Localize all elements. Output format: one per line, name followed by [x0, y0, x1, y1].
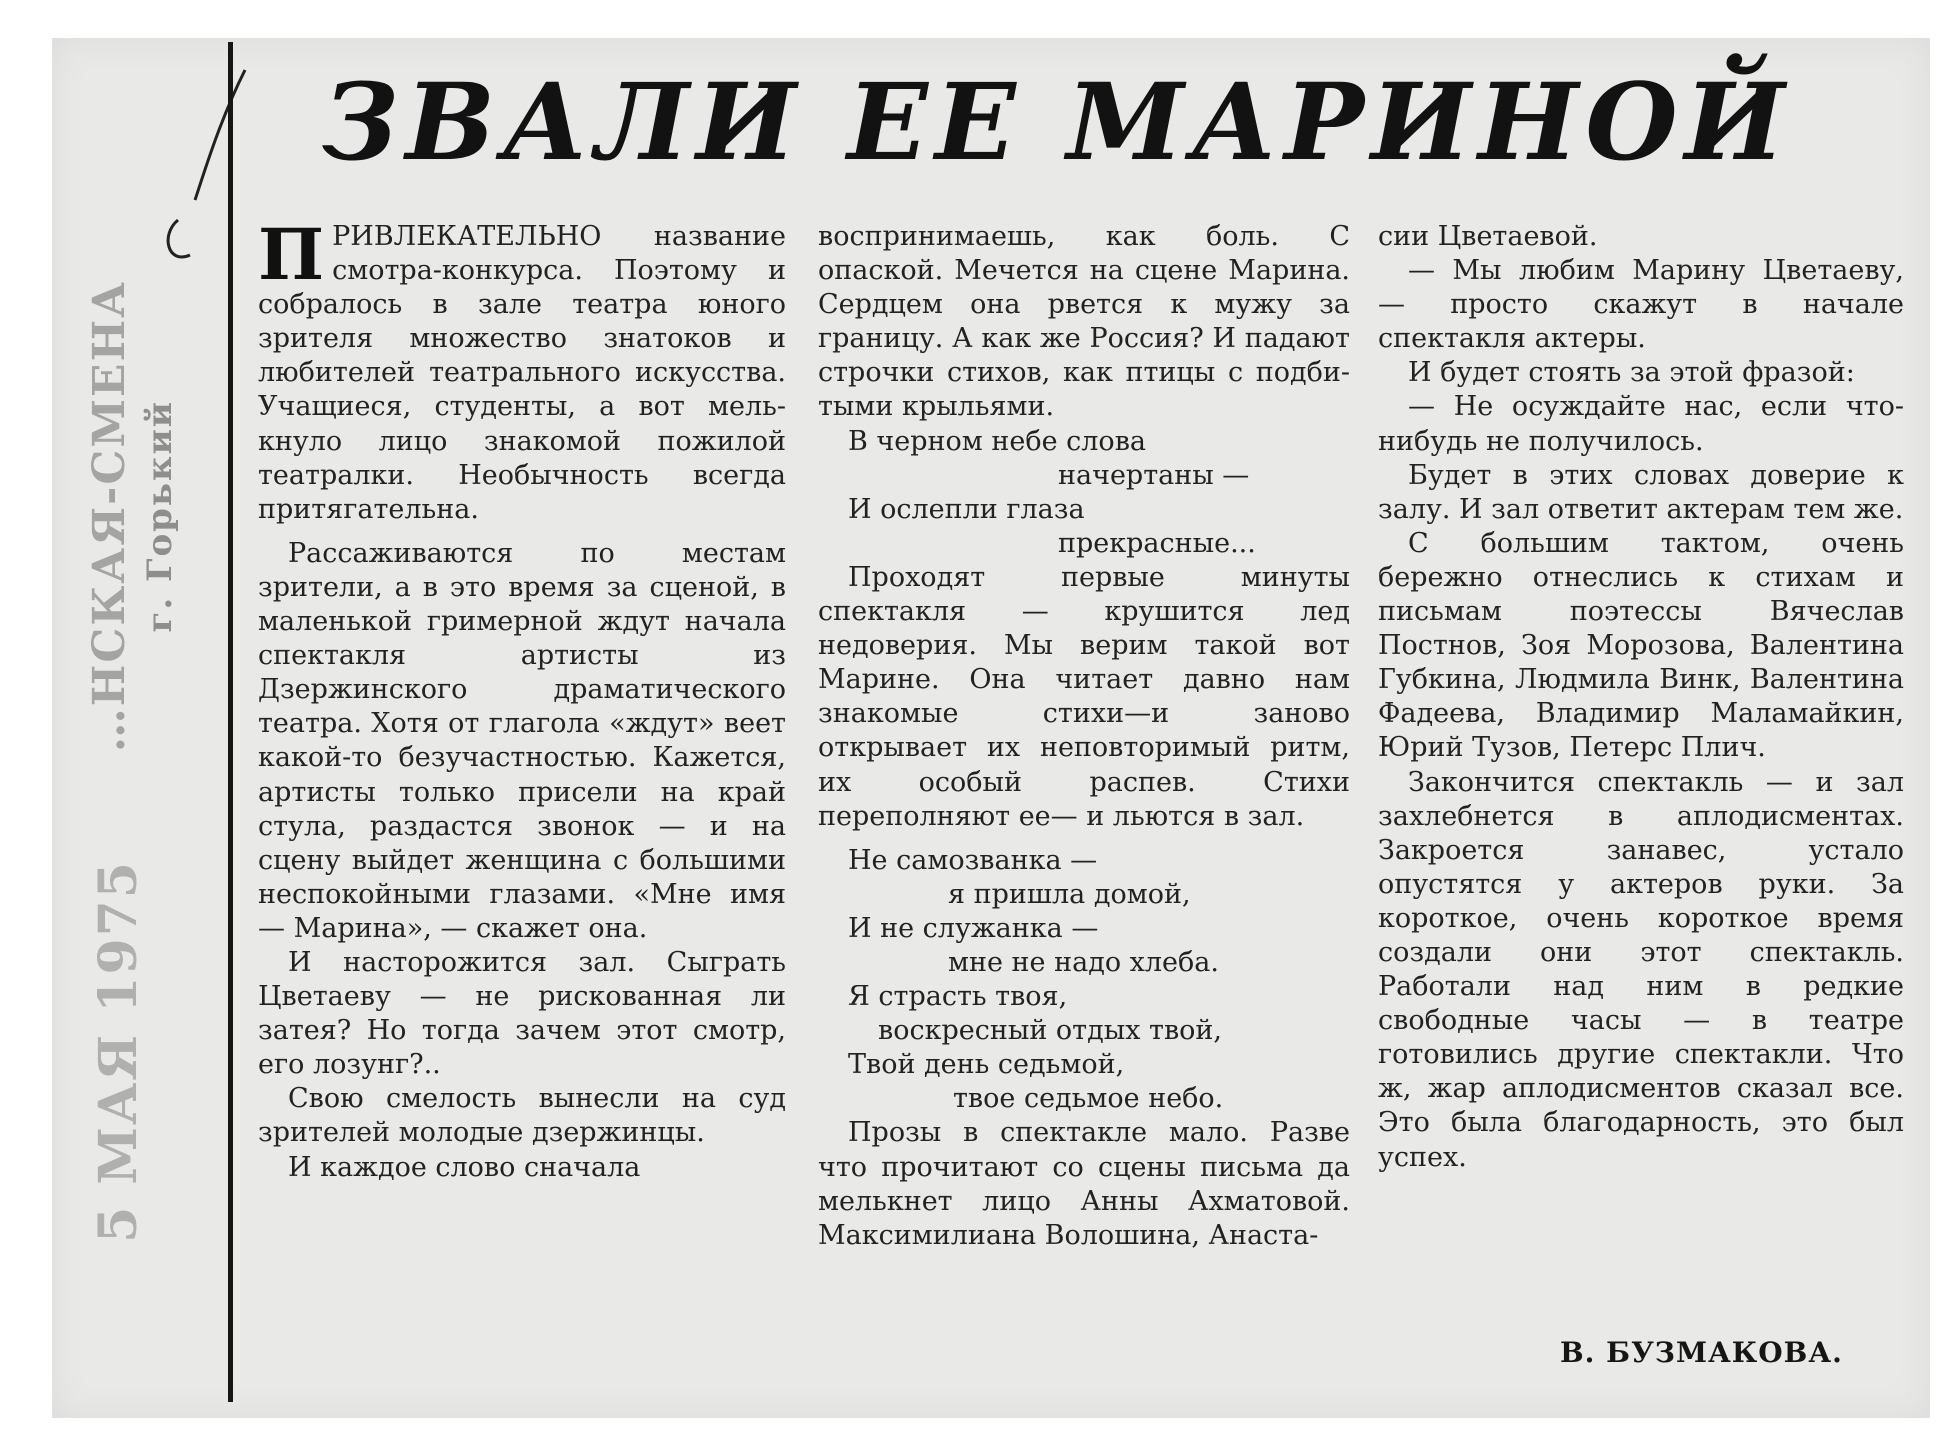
- paragraph: воспринимаешь, как боль. С опаской. Мечется на сцене Марина. Сердцем она рвется к мужу за границу. А как же Россия? И падают строчки стихов, как птицы с подбитыми крыльями.: [818, 221, 1350, 423]
- paragraph: И будет стоять за этой фразой:: [1408, 357, 1855, 389]
- verse-line: начертаны —: [1058, 459, 1250, 491]
- verse-line: Не самозванка —: [848, 844, 1098, 876]
- paragraph: Рассаживаются по местам зрители, а в это время за сценой, в маленькой гримерной ждут начала спектакля артисты из Дзержинского драматического театра. Хотя от глагола «ждут» веет какой-то безучастностью. Кажется, артисты только присели на край стула, раздастся звонок — и на сцену выйдет женщина с большими неспокойными глазами. «Мне имя — Марина», — скажет она.: [258, 537, 786, 944]
- verse-line: прекрасные...: [1058, 527, 1256, 559]
- verse-line: я пришла домой,: [948, 878, 1191, 910]
- paragraph: Будет в этих словах доверие к залу. И зал ответит актерам тем же.: [1378, 459, 1904, 525]
- verse-line: Твой день седьмой,: [848, 1049, 1125, 1081]
- paragraph: сии Цветаевой.: [1378, 221, 1598, 252]
- paragraph: И насторожится зал. Сыграть Цветаеву — не рискованная ли затея? Но тогда зачем этот смотр, его лозунг?..: [258, 946, 786, 1081]
- verse-line: воскресный отдых твой,: [878, 1015, 1222, 1047]
- paragraph: И каждое слово сначала: [288, 1151, 641, 1183]
- article-column-2: [818, 220, 1350, 1253]
- paragraph: Прозы в спектакле мало. Разве что прочитают со сцены письма да мелькнет лицо Анны Ахматовой. Максимилиана Волошина, Анаста-: [818, 1117, 1350, 1251]
- drop-cap: П: [258, 213, 325, 296]
- paragraph-text: РИВЛЕКАТЕЛЬНО название смотра-конкурса. Поэтому и собралось в зале театра юного зрителя множество знатоков и любителей театрального искусства. Учащиеся, студенты, а вот мелькнуло лицо знакомой пожилой театралки. Необычность всегда притягательна.: [258, 221, 786, 525]
- verse-line: И ослепли глаза: [848, 493, 1085, 525]
- paragraph: — Мы любим Марину Цветаеву, — просто скажут в начале спектакля актеры.: [1378, 255, 1904, 355]
- article-column-3: [1378, 220, 1904, 1175]
- paragraph: — Не осуждайте нас, если что-нибудь не получилось.: [1378, 391, 1904, 457]
- verse-line: И не служанка —: [848, 912, 1099, 944]
- verse-line: твое седьмое небо.: [953, 1083, 1224, 1115]
- verse-line: мне не надо хлеба.: [948, 946, 1219, 978]
- paragraph: Свою смелость вынесли на суд зрителей молодые дзержинцы.: [258, 1083, 786, 1149]
- author-signature: В. БУЗМАКОВА.: [1560, 1336, 1843, 1369]
- column-rule: [228, 42, 233, 1402]
- verse-line: Я страсть твоя,: [848, 981, 1068, 1013]
- paragraph: С большим тактом, очень бережно отнеслись к стихам и письмам поэтессы Вячеслав Постнов, Зоя Морозова, Валентина Губкина, Людмила Винк, Валентина Фадеева, Владимир Маламайкин, Юрий Тузов, Петерс Плич.: [1378, 527, 1904, 764]
- paragraph: Закончится спектакль — и зал захлебнется в аплодисментах. Закроется занавес, устало опустятся у актеров руки. За короткое, очень короткое время создали они этот спектакль. Работали над ним в редкие свободные часы — в театре готовились другие спектакли. Что ж, жар аплодисментов сказал все. Это была благодарность, это был успех.: [1378, 766, 1904, 1173]
- verse-line: В черном небе слова: [848, 425, 1146, 457]
- poem-stanza: [818, 425, 1350, 561]
- margin-date-stamp: 5 МАЯ 1975: [88, 860, 149, 1243]
- article-column-1: [258, 213, 786, 1185]
- paragraph: [258, 213, 786, 527]
- poem-stanza: [818, 844, 1350, 1117]
- margin-city: г. Горький: [140, 400, 180, 633]
- article-headline: ЗВАЛИ ЕЕ МАРИНОЙ: [322, 59, 1792, 184]
- paragraph: Проходят первые минуты спектакля — крушится лед недоверия. Мы верим такой вот Марине. Она читает давно нам знакомые стихи—и заново открывает их неповторимый ритм, их особый распев. Стихи переполняют ее— и льются в зал.: [818, 561, 1350, 832]
- margin-paper-name: …НСКАЯ-СМЕНА: [84, 280, 135, 753]
